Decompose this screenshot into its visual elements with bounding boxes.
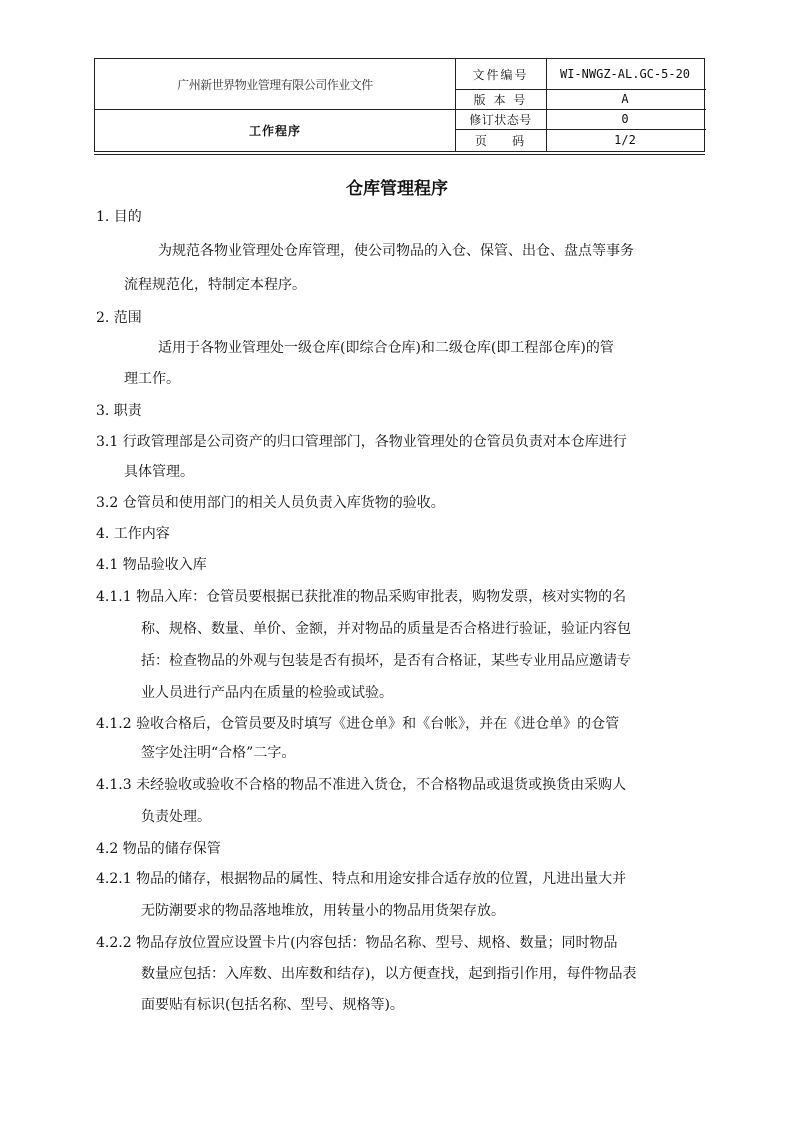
body-text: 签字处注明“合格”二字。 bbox=[141, 745, 296, 761]
field-label-page: 页 码 bbox=[474, 133, 527, 148]
body-text: 业人员进行产品内在质量的检验或试验。 bbox=[141, 685, 393, 701]
body-text: 流程规范化，特制定本程序。 bbox=[124, 277, 306, 293]
subsection-heading: 4.2 物品的储存保管 bbox=[96, 841, 221, 857]
field-label-doc-number: 文件编号 bbox=[472, 67, 529, 82]
body-text: 括：检查物品的外观与包装是否有损坏，是否有合格证，某些专业用品应邀请专 bbox=[141, 653, 631, 669]
document-type: 工作程序 bbox=[248, 123, 301, 138]
field-value-page: 1/2 bbox=[614, 133, 636, 147]
body-text: 理工作。 bbox=[124, 371, 180, 387]
clause-item: 4.1.2 验收合格后，仓管员要及时填写《进仓单》和《台帐》，并在《进仓单》的仓管 bbox=[96, 716, 620, 732]
clause-item: 4.2.2 物品存放位置应设置卡片(内容包括：物品名称、型号、规格、数量；同时物品 bbox=[96, 935, 618, 951]
section-heading: 4. 工作内容 bbox=[96, 526, 170, 542]
document-title: 仓库管理程序 bbox=[346, 179, 448, 199]
clause-item: 4.2.1 物品的储存，根据物品的属性、特点和用途安排合适存放的位置，凡进出量大并 bbox=[96, 871, 627, 887]
body-text: 面要贴有标识(包括名称、型号、规格等)。 bbox=[141, 997, 404, 1013]
company-name: 广州新世界物业管理有限公司作业文件 bbox=[177, 77, 373, 92]
clause-item: 3.1 行政管理部是公司资产的归口管理部门，各物业管理处的仓管员负责对本仓库进行 bbox=[96, 434, 627, 450]
document-header bbox=[94, 58, 705, 152]
field-value-version: A bbox=[621, 92, 629, 106]
body-text: 无防潮要求的物品落地堆放，用转量小的物品用货架存放。 bbox=[141, 903, 505, 919]
body-text: 负责处理。 bbox=[141, 809, 211, 825]
field-value-revision: 0 bbox=[621, 112, 629, 126]
section-heading: 2. 范围 bbox=[96, 310, 142, 326]
body-text: 适用于各物业管理处一级仓库(即综合仓库)和二级仓库(即工程部仓库)的管 bbox=[158, 340, 614, 356]
body-text: 为规范各物业管理处仓库管理，使公司物品的入仓、保管、出仓、盘点等事务 bbox=[158, 243, 634, 259]
header-underline bbox=[94, 154, 705, 155]
section-heading: 3. 职责 bbox=[96, 403, 142, 419]
clause-item: 4.1.3 未经验收或验收不合格的物品不准进入货仓，不合格物品或退货或换货由采购人 bbox=[96, 777, 627, 793]
section-heading: 1. 目的 bbox=[96, 209, 142, 225]
body-text: 数量应包括：入库数、出库数和结存)，以方便查找，起到指引作用，每件物品表 bbox=[141, 966, 637, 982]
field-label-revision: 修订状态号 bbox=[469, 112, 532, 127]
body-text: 具体管理。 bbox=[124, 464, 194, 480]
field-label-version: 版 本 号 bbox=[473, 92, 528, 107]
clause-item: 3.2 仓管员和使用部门的相关人员负责入库货物的验收。 bbox=[96, 495, 445, 511]
subsection-heading: 4.1 物品验收入库 bbox=[96, 557, 207, 573]
clause-item: 4.1.1 物品入库：仓管员要根据已获批准的物品采购审批表，购物发票，核对实物的名 bbox=[96, 589, 627, 605]
body-text: 称、规格、数量、单价、金额，并对物品的质量是否合格进行验证，验证内容包 bbox=[141, 621, 631, 637]
field-value-doc-number: WI-NWGZ-AL.GC-5-20 bbox=[559, 67, 691, 81]
